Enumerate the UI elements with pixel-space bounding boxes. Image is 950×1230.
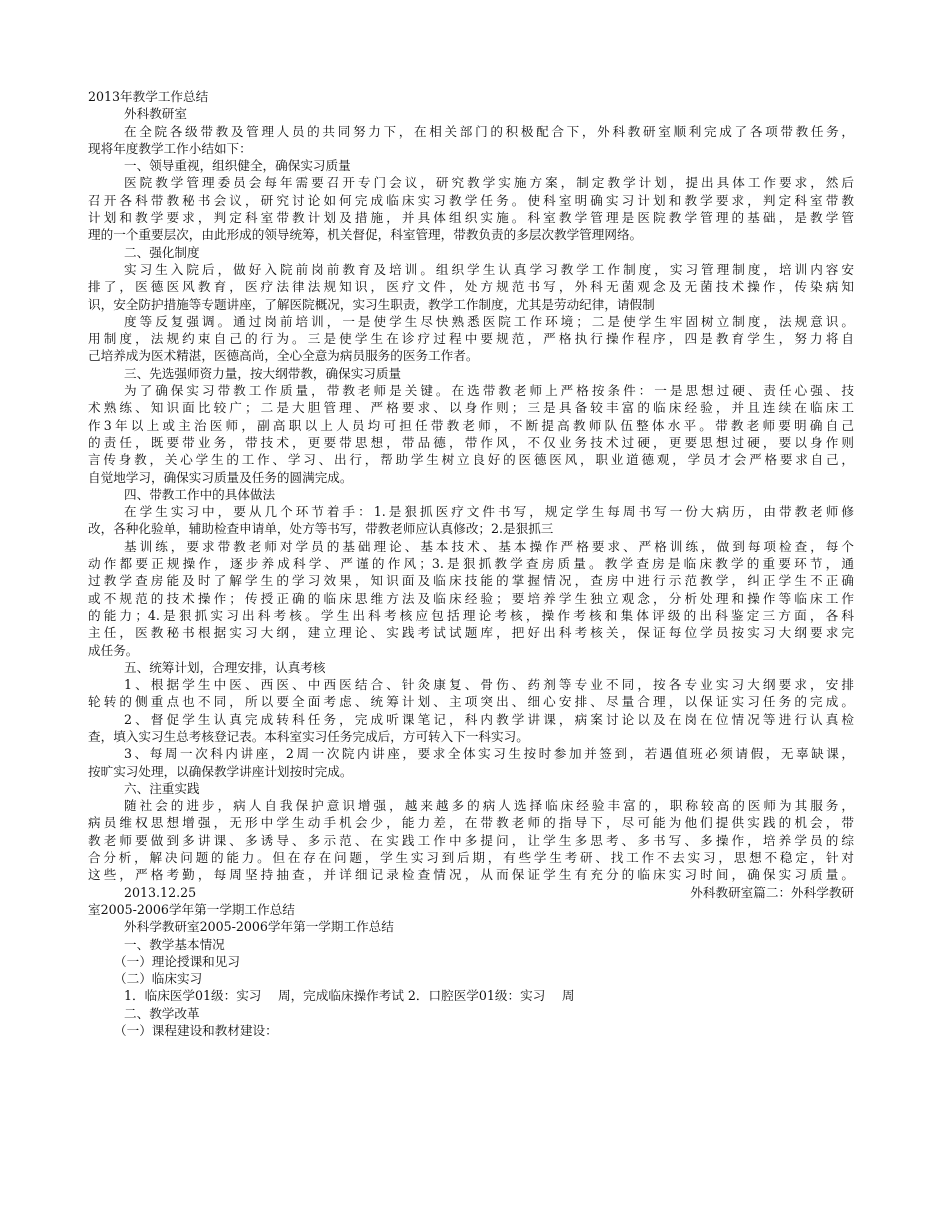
text-line: 二、教学改革 xyxy=(124,1005,200,1021)
text-line: 四、带教工作中的具体做法 xyxy=(124,486,276,502)
text-line: 五、统筹计划，合理安排，认真考核 xyxy=(124,659,326,675)
report-section-2005 xyxy=(88,901,854,1039)
text-line: 主任，医教秘书根据实习大纲，建立理论、实践考试试题库，把好出科考核关，保证每位学员按实习大纲要求完 xyxy=(88,625,854,641)
text-line: 三、先选强师资力量，按大纲带教，确保实习质量 xyxy=(124,365,402,381)
text-line: 外科教研室 xyxy=(124,106,187,122)
text-line: 一、教学基本情况 xyxy=(124,936,225,952)
text-line: 度等反复强调。通过岗前培训，一是使学生尽快熟悉医院工作环境；二是使学生牢固树立制度，法规意识。 xyxy=(124,313,854,329)
text-line: 为了确保实习带教工作质量，带教老师是关键。在选带教老师上严格按条件：一是思想过硬、责任心强、技 xyxy=(124,383,854,399)
text-line: 实习生入院后，做好入院前岗前教育及培训。组织学生认真学习教学工作制度，实习管理制度，培训内容安 xyxy=(124,261,854,277)
text-line: 己培养成为医术精湛，医德高尚，全心全意为病员服务的医务工作者。 xyxy=(88,348,479,364)
text-line: 室2005-2006学年第一学期工作总结 xyxy=(88,901,295,917)
text-line: 术熟练、知识面比较广；二是大胆管理、严格要求、以身作则；三是具备较丰富的临床经验，并且连续在临床工 xyxy=(88,400,854,416)
text-line: 一、领导重视，组织健全，确保实习质量 xyxy=(124,158,351,174)
text-line: 的能力；4.是狠抓实习出科考核。学生出科考核应包括理论考核，操作考核和集体评级的出科鉴定三方面，各科 xyxy=(88,607,854,623)
text-line: 在学生实习中，要从几个环节着手：1.是狠抓医疗文件书写，规定学生每周书写一份大病历，由带教老师修 xyxy=(124,504,854,520)
text-line: 排了，医德医风教育，医疗法律法规知识，医疗文件，处方规范书写，外科无菌观念及无菌技术操作，传染病知 xyxy=(88,279,854,295)
text-line: 理的一个重要层次，由此形成的领导统筹，机关督促，科室管理，带教负责的多层次教学管理网络。 xyxy=(88,227,643,243)
text-line: 2013年教学工作总结 xyxy=(88,89,209,104)
text-line: 随社会的进步，病人自我保护意识增强，越来越多的病人选择临床经验丰富的，职称较高的医师为其服务， xyxy=(124,798,854,814)
document-body xyxy=(88,88,854,1039)
text-line: 用制度，法规约束自己的行为。三是使学生在诊疗过程中要规范，严格执行操作程序，四是教育学生，努力将自 xyxy=(88,331,854,347)
text-line: 自觉地学习，确保实习质量及任务的圆满完成。 xyxy=(88,469,353,485)
next-article-title-start: 外科教研室篇二：外科学教研 xyxy=(690,884,854,900)
report-section-2013 xyxy=(88,88,854,884)
text-line: 改，各种化验单，辅助检查申请单，处方等书写，带教老师应认真修改；2.是狠抓三 xyxy=(88,521,554,537)
text-line: 作3年以上或主治医师，副高职以上人员均可担任带教老师，不断提高教师队伍整体水平。带教老师要明确自己 xyxy=(88,417,854,433)
text-line: 或不规范的技术操作；传授正确的临床思维方法及临床经验；要培养学生独立观念，分析处理和操作等临床工作 xyxy=(88,590,854,606)
text-line: 基训练，要求带教老师对学员的基础理论、基本技术、基本操作严格要求、严格训练，做到每项检查，每个 xyxy=(124,538,854,554)
text-line: （一）理论授课和见习 xyxy=(114,953,240,969)
text-line: 查，填入实习生总考核登记表。本科室实习任务完成后，方可转入下一科实习。 xyxy=(88,728,529,744)
date-signature-line xyxy=(88,884,854,901)
report-date: 2013.12.25 xyxy=(124,884,197,900)
text-line: 成任务。 xyxy=(88,642,139,658)
text-line: 计划和教学要求，判定科室带教计划及措施，并具体组织实施。科室教学管理是医院教学管理的基础，是教学管 xyxy=(88,210,854,226)
text-line: 的责任，既要带业务，带技术，更要带思想，带品德，带作风，不仅业务技术过硬，更要思想过硬，要以身作则 xyxy=(88,434,854,450)
text-line: 教老师要做到多讲课、多诱导、多示范、在实践工作中多提问，让学生多思考、多书写、多操作，培养学员的综 xyxy=(88,832,854,848)
text-line: 在全院各级带教及管理人员的共同努力下，在相关部门的积极配合下，外科教研室顺利完成了各项带教任务， xyxy=(124,123,854,139)
text-line: 按旷实习处理，以确保教学讲座计划按时完成。 xyxy=(88,763,353,779)
text-line: 二、强化制度 xyxy=(124,244,200,260)
text-line: 动作都要正规操作，逐步养成科学、严谨的作风；3.是狠抓教学查房质量。教学查房是临床教学的重要环节，通 xyxy=(88,556,854,572)
text-line: 召开各科带教秘书会议，研究讨论如何完成临床实习教学任务。使科室明确实习计划和教学要求，判定科室带教 xyxy=(88,192,854,208)
text-line: 合分析，解决问题的能力。但在存在问题，学生实习到后期，有些学生考研、找工作不去实习，思想不稳定，针对 xyxy=(88,850,854,866)
text-line: 轮转的侧重点也不同，所以要全面考虑、统筹计划、主项突出、细心安排、尽量合理，以保证实习任务的完成。 xyxy=(88,694,854,710)
text-line: 病员维权思想增强，无形中学生动手机会少，能力差，在带教老师的指导下，尽可能为他们提供实践的机会，带 xyxy=(88,815,854,831)
text-line: 1、根据学生中医、西医、中西医结合、针灸康复、骨伤、药剂等专业不同，按各专业实习大纲要求，安排 xyxy=(124,677,854,693)
text-line: 这些，严格考勤，每周坚持抽查，并详细记录检查情况，从而保证学生有充分的临床实习时间，确保实习质量。 xyxy=(88,867,854,883)
text-line: 六、注重实践 xyxy=(124,780,200,796)
text-line: 1．临床医学01级：实习 周，完成临床操作考试 2．口腔医学01级：实习 周 xyxy=(124,988,575,1004)
text-line: 外科学教研室2005-2006学年第一学期工作总结 xyxy=(124,919,394,935)
text-line: （一）课程建设和教材建设： xyxy=(114,1023,278,1039)
text-line: 过教学查房能及时了解学生的学习效果，知识面及临床技能的掌握情况，查房中进行示范教学，纠正学生不正确 xyxy=(88,573,854,589)
text-line: （二）临床实习 xyxy=(114,971,203,987)
text-line: 医院教学管理委员会每年需要召开专门会议，研究教学实施方案，制定教学计划，提出具体工作要求，然后 xyxy=(124,175,854,191)
text-line: 言传身教，关心学生的工作、学习、出行，帮助学生树立良好的医德医风，职业道德观，学员才会严格要求自己， xyxy=(88,452,854,468)
text-line: 现将年度教学工作小结如下： xyxy=(88,140,252,156)
text-line: 3、每周一次科内讲座，2周一次院内讲座，要求全体实习生按时参加并签到，若遇值班必须请假，无辜缺课， xyxy=(124,746,854,762)
text-line: 识，安全防护措施等专题讲座，了解医院概况，实习生职责，教学工作制度，尤其是劳动纪律，请假制 xyxy=(88,296,655,312)
text-line: 2、督促学生认真完成转科任务，完成听课笔记，科内教学讲课，病案讨论以及在岗在位情况等进行认真检 xyxy=(124,711,854,727)
